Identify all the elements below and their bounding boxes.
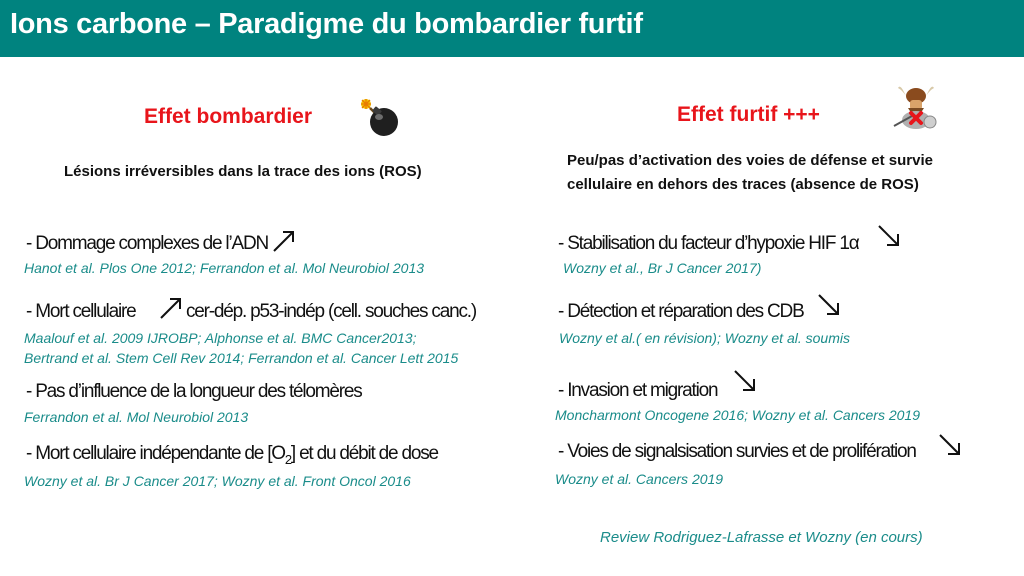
right-item-2-ref: Wozny et al.( en révision); Wozny et al. soumis (559, 330, 850, 346)
left-heading: Effet bombardier (144, 105, 313, 128)
slide-header (0, 0, 1024, 57)
left-item-3-ref: Ferrandon et al. Mol Neurobiol 2013 (24, 409, 249, 425)
left-item-1: - Dommage complexes de l’ADN (26, 233, 268, 254)
left-item-4: - Mort cellulaire indépendante de $[O_2]$ et du débit de dose (26, 443, 438, 467)
right-item-1-ref: Wozny et al., Br J Cancer 2017) (563, 260, 762, 276)
arrow-down-right-icon (936, 431, 964, 459)
right-item-3: - Invasion et migration (558, 380, 718, 401)
left-item-1-ref: Hanot et al. Plos One 2012; Ferrandon et al. Mol Neurobiol 2013 (24, 260, 425, 276)
left-item-3: - Pas d’influence de la longueur des télomères (26, 381, 362, 402)
right-item-4-ref: Wozny et al. Cancers 2019 (555, 471, 724, 487)
right-item-1: - Stabilisation du facteur d’hypoxie HIF 1α (558, 233, 859, 254)
left-item-2-ref-2: Bertrand et al. Stem Cell Rev 2014; Ferrandon et al. Cancer Lett 2015 (24, 350, 459, 366)
right-heading: Effet furtif +++ (677, 103, 820, 126)
left-subtitle: Lésions irréversibles dans la trace des ions (ROS) (64, 163, 422, 180)
arrow-up-right-icon (158, 295, 184, 321)
right-item-4: - Voies de signalsisation survies et de prolifération (558, 441, 916, 462)
slide-title: Ions carbone – Paradigme du bombardier furtif (10, 8, 643, 40)
right-subtitle-1: Peu/pas d’activation des voies de défense et survie (567, 152, 933, 169)
left-item-2-ref-1: Maalouf et al. 2009 IJROBP; Alphonse et al. BMC Cancer2013; (24, 330, 417, 346)
review-note: Review Rodriguez-Lafrasse et Wozny (en cours) (600, 529, 923, 546)
right-item-2: - Détection et réparation des CDB (558, 301, 804, 322)
left-item-4-ref: Wozny et al. Br J Cancer 2017; Wozny et al. Front Oncol 2016 (24, 473, 411, 489)
right-subtitle-2: cellulaire en dehors des traces (absence de ROS) (567, 176, 919, 193)
stealth-warrior-icon (890, 82, 942, 134)
left-item-2-b: cer-dép. p53-indép (cell. souches canc.) (186, 301, 476, 322)
bomb-icon (356, 96, 402, 138)
arrow-up-right-icon (271, 228, 297, 254)
right-item-3-ref: Moncharmont Oncogene 2016; Wozny et al. Cancers 2019 (555, 407, 920, 423)
arrow-down-right-icon (875, 222, 903, 250)
left-item-2-a: - Mort cellulaire (26, 301, 136, 322)
arrow-down-right-icon (815, 291, 843, 319)
arrow-down-right-icon (731, 367, 759, 395)
